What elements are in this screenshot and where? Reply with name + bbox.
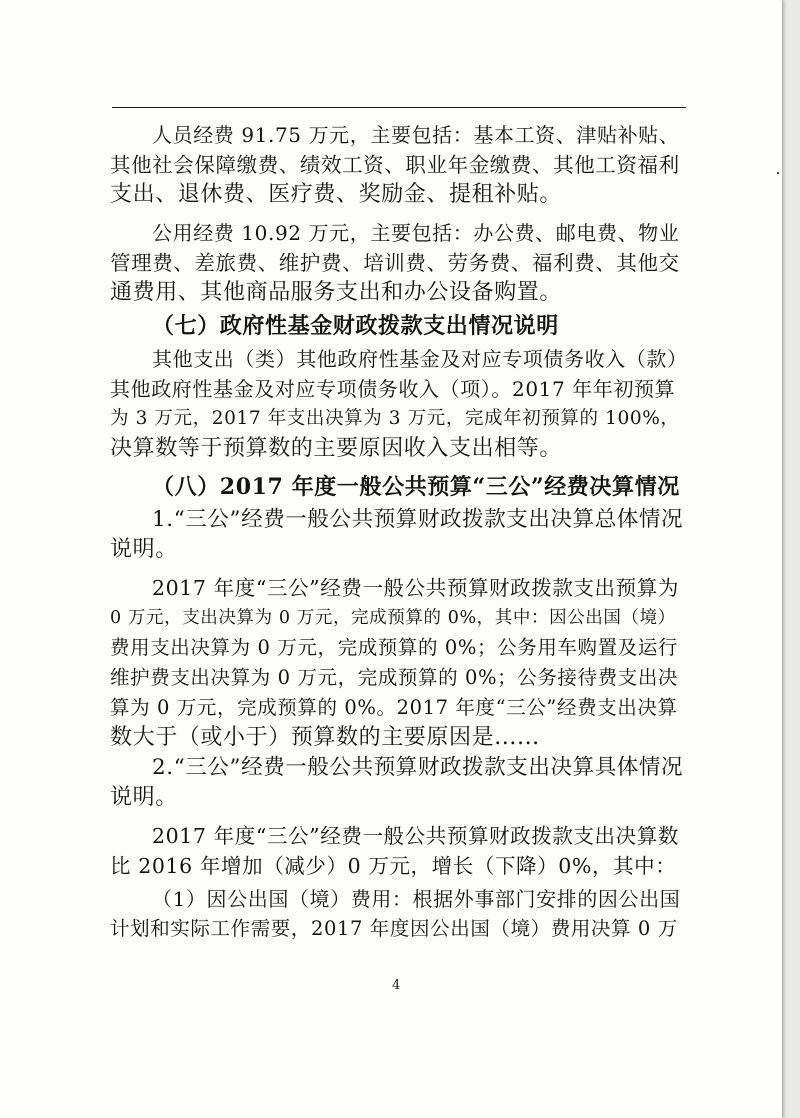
section-heading: （八）2017 年度一般公共预算“三公”经费决算情况	[152, 474, 680, 500]
text-line: 维护费支出决算为 0 万元，完成预算的 0%；公务接待费支出决	[110, 666, 679, 689]
page-number: 4	[392, 978, 401, 993]
text-line: （1）因公出国（境）费用：根据外事部门安排的因公出国	[152, 887, 681, 911]
text-line: 决算数等于预算数的主要原因收入支出相等。	[110, 436, 563, 461]
text-line: 数大于（或小于）预算数的主要原因是......	[110, 725, 540, 750]
text-line: 2.“三公”经费一般公共预算财政拨款支出决算具体情况	[152, 755, 684, 780]
text-line: 0 万元，支出决算为 0 万元，完成预算的 0%，其中：因公出国（境）	[110, 608, 676, 628]
text-line: 计划和实际工作需要，2017 年度因公出国（境）费用决算 0 万	[110, 917, 678, 940]
section-heading: （七）政府性基金财政拨款支出情况说明	[152, 313, 559, 339]
header-rule	[112, 107, 686, 108]
text-line: 为 3 万元，2017 年支出决算为 3 万元，完成年初预算的 100%，	[110, 408, 680, 429]
text-line: 说明。	[110, 537, 178, 562]
text-line: 其他政府性基金及对应专项债务收入（项）。2017 年年初预算	[110, 377, 676, 401]
text-line: 管理费、差旅费、维护费、培训费、劳务费、福利费、其他交	[110, 251, 680, 275]
text-line: 2017 年度“三公”经费一般公共预算财政拨款支出预算为	[152, 576, 679, 600]
text-line: 比 2016 年增加（减少）0 万元，增长（下降）0%，其中：	[110, 854, 677, 878]
text-line: 支出、退休费、医疗费、奖励金、提租补贴。	[110, 182, 563, 207]
text-line: 1.“三公”经费一般公共预算财政拨款支出决算总体情况	[152, 507, 684, 532]
text-line: 说明。	[110, 785, 178, 810]
text-line: 公用经费 10.92 万元，主要包括：办公费、邮电费、物业	[152, 221, 680, 245]
page-body	[110, 120, 688, 944]
text-line: 人员经费 91.75 万元，主要包括：基本工资、津贴补贴、	[152, 123, 680, 147]
text-line: 费用支出决算为 0 万元，完成预算的 0%；公务用车购置及运行	[110, 636, 679, 659]
text-line: 算为 0 万元，完成预算的 0%。2017 年度“三公”经费支出决算	[110, 696, 678, 719]
text-line: 其他社会保障缴费、绩效工资、职业年金缴费、其他工资福利	[110, 153, 680, 177]
margin-mark	[777, 172, 779, 174]
text-line: 其他支出（类）其他政府性基金及对应专项债务收入（款）	[152, 347, 688, 371]
text-line: 2017 年度“三公”经费一般公共预算财政拨款支出决算数	[152, 824, 679, 848]
text-line: 通费用、其他商品服务支出和办公设备购置。	[110, 280, 563, 305]
